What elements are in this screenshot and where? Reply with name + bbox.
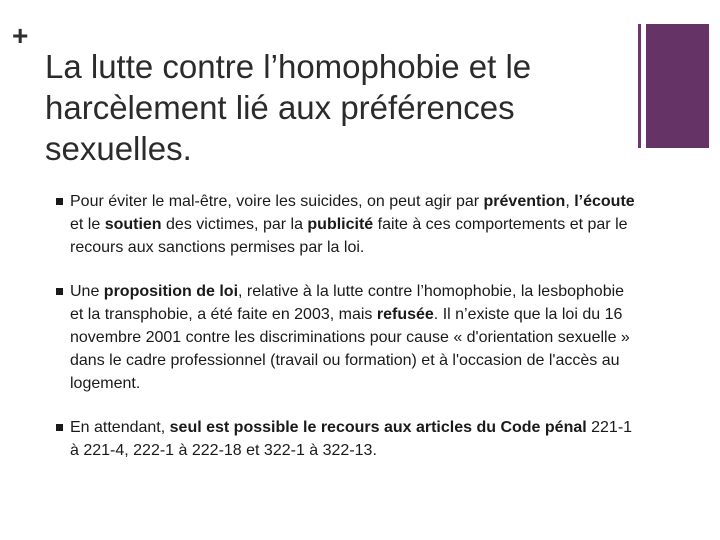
square-bullet-icon — [56, 424, 63, 431]
text-run: Pour éviter le mal-être, voire les suicides, on peut agir par — [70, 193, 484, 210]
text-run: En attendant, — [70, 419, 170, 436]
bullet-text — [70, 280, 638, 395]
bold-text-run: l’écoute — [574, 193, 635, 210]
bullet-text — [70, 190, 638, 259]
text-run: , relative à la lutte contre l’homophobie, la lesbophobie et la transphobie, a été faite en 2003, mais — [70, 283, 625, 323]
plus-icon: + — [12, 20, 29, 51]
text-run: 221-1 à 221-4, 222-1 à 222-18 et 322-1 à 322-13. — [70, 419, 633, 459]
bullet-item — [58, 280, 638, 395]
text-run: et le — [70, 216, 105, 233]
bold-text-run: publicité — [307, 216, 374, 233]
bold-text-run: seul est possible le recours aux articles du Code pénal — [169, 419, 587, 436]
bold-text-run: prévention — [483, 193, 566, 210]
bold-text-run: refusée — [376, 306, 434, 323]
text-run: des victimes, par la — [161, 216, 308, 233]
square-bullet-icon — [56, 198, 63, 205]
accent-bar-thin — [638, 24, 641, 148]
slide-title: La lutte contre l’homophobie et le harcèlement lié aux préférences sexuelles. — [45, 48, 532, 167]
bullet-item — [58, 190, 638, 259]
accent-bar-thick — [646, 24, 709, 148]
bullet-text — [70, 416, 638, 462]
text-run: Une — [70, 283, 104, 300]
square-bullet-icon — [56, 288, 63, 295]
text-run: faite à ces comportements et par le recours aux sanctions permises par la loi. — [70, 216, 628, 256]
bullet-list — [58, 190, 638, 462]
bold-text-run: proposition de loi — [103, 283, 239, 300]
text-run: , — [565, 193, 575, 210]
bullet-item — [58, 416, 638, 462]
text-run: . Il n’existe que la loi du 16 novembre 2001 contre les discriminations pour cause « d'orientation sexuelle » dans le cadre professionnel (travail ou formation) et à l'occasion de l'accès au logement. — [70, 306, 630, 392]
bold-text-run: soutien — [104, 216, 162, 233]
